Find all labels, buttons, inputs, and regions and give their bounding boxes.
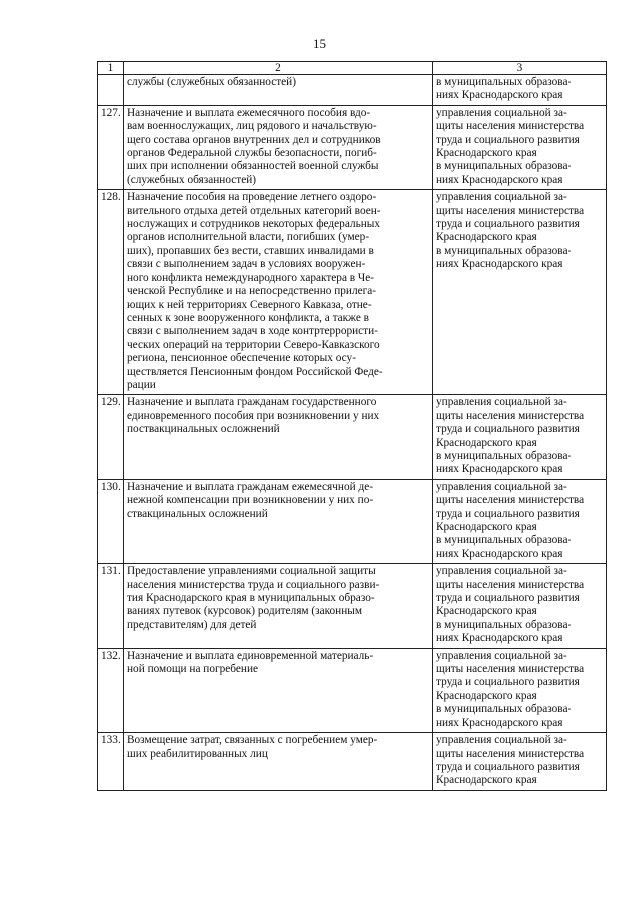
provider-line: ниях Краснодарского края bbox=[436, 258, 563, 271]
column-header: 1 bbox=[98, 62, 124, 75]
service-name-line: нослужащих и сотрудников некоторых федеральных bbox=[127, 218, 381, 231]
service-name-cell bbox=[124, 479, 433, 563]
service-name-line: ного конфликта немеждународного характера в Че- bbox=[127, 271, 375, 284]
service-name-line: вам военнослужащих, лиц рядового и начальствую- bbox=[127, 120, 377, 133]
provider-line: ниях Краснодарского края bbox=[436, 632, 563, 645]
service-name-line: ствакцинальных осложнений bbox=[127, 507, 268, 520]
column-header: 3 bbox=[433, 62, 607, 75]
service-name-cell bbox=[124, 190, 433, 395]
provider-line: ниях Краснодарского края bbox=[436, 173, 563, 186]
service-name-line: единовременного пособия при возникновении у них bbox=[127, 409, 380, 422]
service-name-line: органов исполнительной власти, погибших (умер- bbox=[127, 231, 370, 244]
provider-line: управления социальной за- bbox=[436, 396, 567, 409]
provider-line: в муниципальных образова- bbox=[436, 449, 572, 462]
service-name-line: вительного отдыха детей отдельных категорий воен- bbox=[127, 204, 381, 217]
provider-line: в муниципальных образова- bbox=[436, 76, 572, 88]
provider-cell bbox=[433, 190, 607, 395]
row-number: 132. bbox=[98, 648, 124, 732]
provider-line: в муниципальных образова- bbox=[436, 160, 572, 173]
provider-line: Краснодарского края bbox=[436, 436, 537, 449]
service-name-cell bbox=[124, 733, 433, 791]
provider-line: в муниципальных образова- bbox=[436, 244, 572, 257]
provider-line: щиты населения министерства bbox=[436, 747, 585, 760]
service-name-line: Назначение и выплата ежемесячного пособия вдо- bbox=[127, 106, 371, 119]
provider-line: Краснодарского края bbox=[436, 774, 537, 787]
provider-line: ниях Краснодарского края bbox=[436, 463, 563, 476]
services-table bbox=[97, 61, 607, 791]
service-name-line: Назначение и выплата единовременной материаль- bbox=[127, 649, 374, 662]
provider-line: щиты населения министерства bbox=[436, 578, 585, 591]
service-name-line: поствакцинальных осложнений bbox=[127, 423, 280, 436]
service-name-line: ческих операций на территории Северо-Кавказского bbox=[127, 338, 380, 351]
service-name-cell bbox=[124, 648, 433, 732]
provider-line: Краснодарского края bbox=[436, 521, 537, 533]
service-name-line: связи с выполнением задач в ходе контртеррористи- bbox=[127, 325, 378, 338]
table-row bbox=[98, 190, 607, 395]
service-name-line: сенных к зоне вооруженного конфликта, а также в bbox=[127, 311, 369, 324]
service-name-cell bbox=[124, 75, 433, 106]
provider-line: труда и социального развития bbox=[436, 218, 580, 231]
provider-line: труда и социального развития bbox=[436, 760, 580, 773]
provider-line: щиты населения министерства bbox=[436, 663, 585, 676]
provider-line: ниях Краснодарского края bbox=[436, 547, 563, 560]
provider-line: управления социальной за- bbox=[436, 480, 567, 493]
provider-line: управления социальной за- bbox=[436, 649, 567, 662]
service-name-line: ной помощи на погребение bbox=[127, 663, 259, 676]
provider-line: труда и социального развития bbox=[436, 592, 580, 605]
service-name-line: ших реабилитированных лиц bbox=[127, 747, 268, 760]
table-row bbox=[98, 105, 607, 189]
table-row bbox=[98, 75, 607, 106]
service-name-line: Возмещение затрат, связанных с погребением умер- bbox=[127, 734, 378, 747]
provider-line: труда и социального развития bbox=[436, 507, 580, 520]
provider-line: Краснодарского края bbox=[436, 231, 537, 244]
row-number: 133. bbox=[98, 733, 124, 791]
service-name-line: населения министерства труда и социального разви- bbox=[127, 578, 380, 591]
service-name-line: ющих к ней территориях Северного Кавказа, отне- bbox=[127, 298, 372, 311]
service-name-line: Предоставление управлениями социальной защиты bbox=[127, 565, 376, 578]
provider-cell bbox=[433, 479, 607, 563]
provider-line: Краснодарского края bbox=[436, 689, 537, 702]
table-row bbox=[98, 648, 607, 732]
service-name-line: ваниях путевок (курсовок) родителям (законным bbox=[127, 605, 363, 618]
provider-line: щиты населения министерства bbox=[436, 409, 585, 422]
service-name-line: ших при исполнении обязанностей военной службы bbox=[127, 160, 379, 173]
provider-cell bbox=[433, 733, 607, 791]
service-name-cell bbox=[124, 395, 433, 479]
service-name-line: рации bbox=[127, 378, 156, 391]
service-name-line: представителям) для детей bbox=[127, 618, 257, 631]
table-row bbox=[98, 564, 607, 648]
service-name-line: ществляется Пенсионным фондом Российской Феде- bbox=[127, 365, 383, 378]
provider-line: в муниципальных образова- bbox=[436, 703, 572, 716]
service-name-line: органов Федеральной службы безопасности, погиб- bbox=[127, 147, 377, 160]
row-number bbox=[98, 75, 124, 106]
provider-line: в муниципальных образова- bbox=[436, 534, 572, 547]
service-name-line: Назначение пособия на проведение летнего оздоро- bbox=[127, 191, 377, 204]
provider-line: труда и социального развития bbox=[436, 423, 580, 436]
provider-line: управления социальной за- bbox=[436, 565, 567, 578]
row-number: 129. bbox=[98, 395, 124, 479]
provider-line: Краснодарского края bbox=[436, 605, 537, 618]
table-header-row bbox=[98, 62, 607, 75]
row-number: 130. bbox=[98, 479, 124, 563]
service-name-line: тия Краснодарского края в муниципальных образо- bbox=[127, 592, 375, 605]
service-name-line: нежной компенсации при возникновении у них по- bbox=[127, 494, 374, 507]
table-row bbox=[98, 479, 607, 563]
service-name-cell bbox=[124, 564, 433, 648]
service-name-line: (служебных обязанностей) bbox=[127, 173, 257, 186]
provider-line: щиты населения министерства bbox=[436, 494, 585, 507]
provider-line: щиты населения министерства bbox=[436, 120, 585, 133]
service-name-line: Назначение и выплата гражданам ежемесячной де- bbox=[127, 480, 373, 493]
table-row bbox=[98, 395, 607, 479]
provider-line: ниях Краснодарского края bbox=[436, 89, 563, 102]
service-name-line: Назначение и выплата гражданам государственного bbox=[127, 396, 377, 409]
service-name-line: региона, пенсионное обеспечение которых осу- bbox=[127, 352, 356, 365]
provider-cell bbox=[433, 564, 607, 648]
provider-cell bbox=[433, 648, 607, 732]
service-name-line: ченской Республике и на непосредственно прилега- bbox=[127, 285, 377, 298]
table-row bbox=[98, 733, 607, 791]
provider-line: ниях Краснодарского края bbox=[436, 716, 563, 729]
provider-cell bbox=[433, 395, 607, 479]
service-name-line: ших), пропавших без вести, ставших инвалидами в bbox=[127, 244, 374, 257]
provider-cell bbox=[433, 105, 607, 189]
provider-line: управления социальной за- bbox=[436, 191, 567, 204]
service-name-line: связи с выполнением задач в условиях вооружен- bbox=[127, 258, 366, 271]
provider-line: в муниципальных образова- bbox=[436, 618, 572, 631]
column-header: 2 bbox=[124, 62, 433, 75]
row-number: 131. bbox=[98, 564, 124, 648]
service-name-line: щего состава органов внутренних дел и сотрудников bbox=[127, 133, 381, 146]
provider-line: управления социальной за- bbox=[436, 734, 567, 747]
row-number: 127. bbox=[98, 105, 124, 189]
page-number: 15 bbox=[313, 36, 326, 51]
provider-cell bbox=[433, 75, 607, 106]
provider-line: щиты населения министерства bbox=[436, 204, 585, 217]
service-name-cell bbox=[124, 105, 433, 189]
provider-line: труда и социального развития bbox=[436, 676, 580, 689]
row-number: 128. bbox=[98, 190, 124, 395]
provider-line: труда и социального развития bbox=[436, 133, 580, 146]
provider-line: Краснодарского края bbox=[436, 147, 537, 160]
provider-line: управления социальной за- bbox=[436, 106, 567, 119]
service-name-line: службы (служебных обязанностей) bbox=[127, 76, 296, 88]
